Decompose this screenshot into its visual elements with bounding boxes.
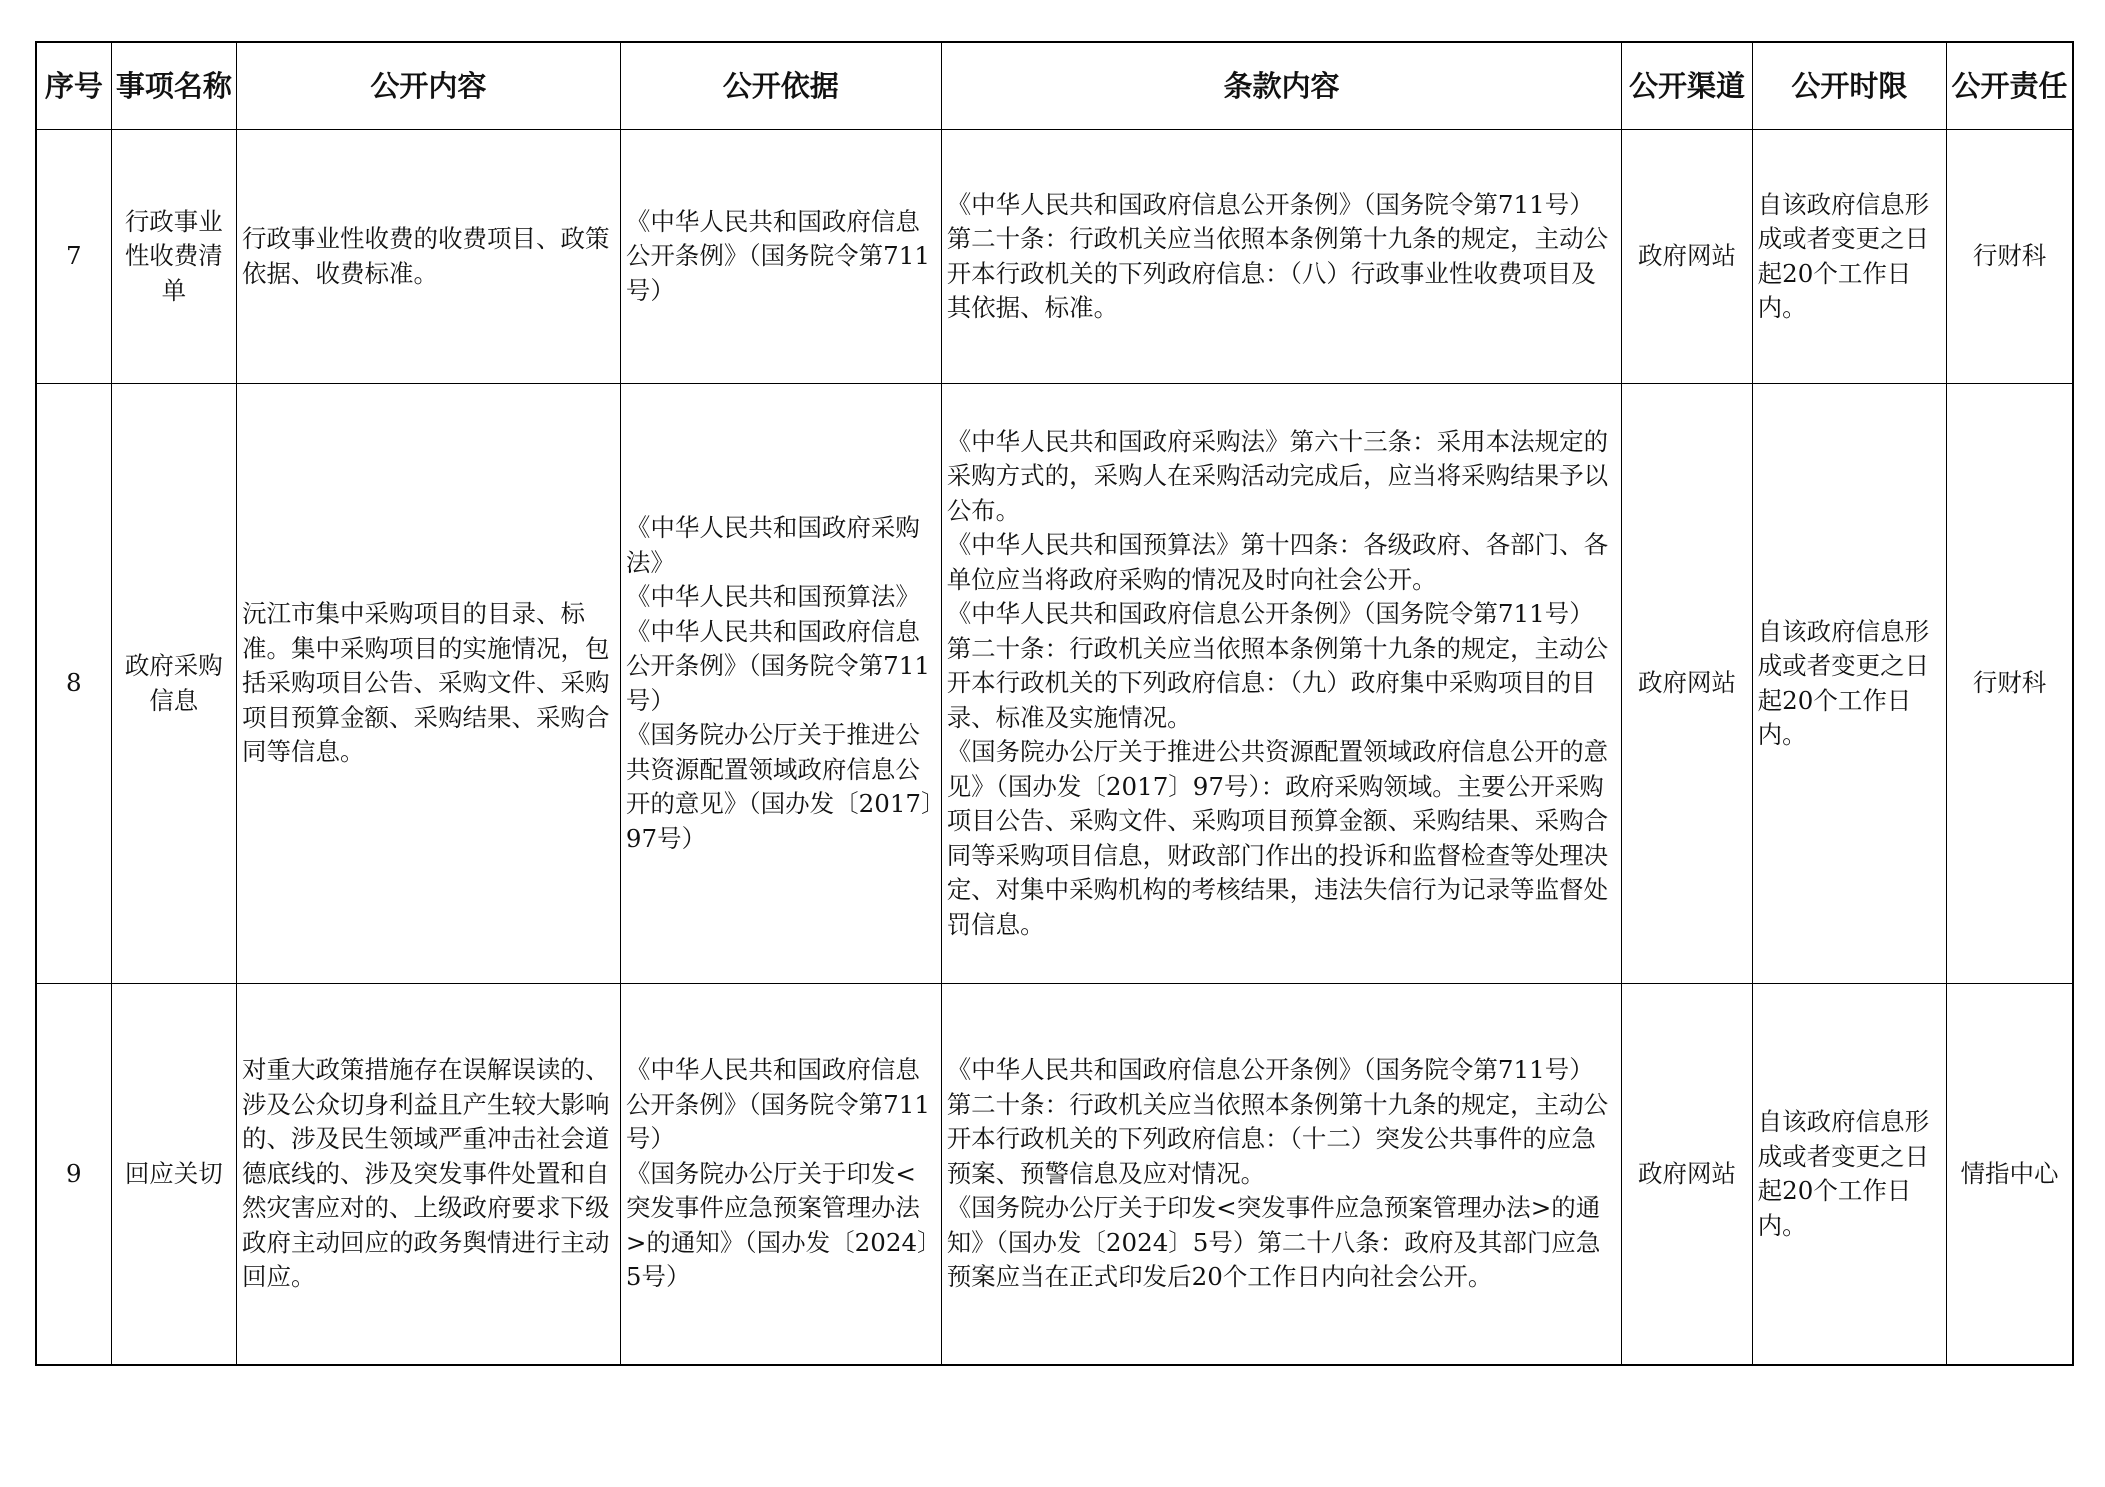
cell-clause: 《中华人民共和国政府信息公开条例》（国务院令第711号）第二十条：行政机关应当依照本条例第十九条的规定，主动公开本行政机关的下列政府信息：（八）行政事业性收费项目及其依据、标准。 — [941, 130, 1622, 384]
table-row — [36, 384, 2073, 984]
header-deadline: 公开时限 — [1752, 42, 1946, 130]
cell-item: 政府采购信息 — [111, 384, 236, 984]
cell-channel: 政府网站 — [1622, 130, 1752, 384]
cell-item: 回应关切 — [111, 984, 236, 1366]
cell-content: 对重大政策措施存在误解误读的、涉及公众切身利益且产生较大影响的、涉及民生领域严重冲击社会道德底线的、涉及突发事件处置和自然灾害应对的、上级政府要求下级政府主动回应的政务舆情进行主动回应。 — [236, 984, 620, 1366]
table-row — [36, 984, 2073, 1366]
cell-deadline: 自该政府信息形成或者变更之日起20个工作日内。 — [1752, 384, 1946, 984]
disclosure-table — [35, 41, 2074, 1366]
cell-seq: 8 — [36, 384, 111, 984]
cell-deadline: 自该政府信息形成或者变更之日起20个工作日内。 — [1752, 130, 1946, 384]
cell-channel: 政府网站 — [1622, 984, 1752, 1366]
table-row — [36, 130, 2073, 384]
header-row — [36, 42, 2073, 130]
header-responsible: 公开责任 — [1947, 42, 2073, 130]
header-channel: 公开渠道 — [1622, 42, 1752, 130]
header-item: 事项名称 — [111, 42, 236, 130]
cell-content: 行政事业性收费的收费项目、政策依据、收费标准。 — [236, 130, 620, 384]
cell-deadline: 自该政府信息形成或者变更之日起20个工作日内。 — [1752, 984, 1946, 1366]
header-seq: 序号 — [36, 42, 111, 130]
cell-clause: 《中华人民共和国政府信息公开条例》（国务院令第711号）第二十条：行政机关应当依照本条例第十九条的规定，主动公开本行政机关的下列政府信息：（十二）突发公共事件的应急预案、预警信息及应对情况。 《国务院办公厅关于印发<突发事件应急预案管理办法>的通知》（国办发〔2024〕5号）第二十八条：政府及其部门应急预案应当在正式印发后20个工作日内向社会公开。 — [941, 984, 1622, 1366]
cell-responsible: 情指中心 — [1947, 984, 2073, 1366]
cell-channel: 政府网站 — [1622, 384, 1752, 984]
cell-basis: 《中华人民共和国政府信息公开条例》（国务院令第711号） 《国务院办公厅关于印发<突发事件应急预案管理办法>的通知》（国办发〔2024〕5号） — [620, 984, 941, 1366]
cell-seq: 7 — [36, 130, 111, 384]
cell-content: 沅江市集中采购项目的目录、标准。集中采购项目的实施情况，包括采购项目公告、采购文件、采购项目预算金额、采购结果、采购合同等信息。 — [236, 384, 620, 984]
header-basis: 公开依据 — [620, 42, 941, 130]
cell-clause: 《中华人民共和国政府采购法》第六十三条：采用本法规定的采购方式的，采购人在采购活动完成后，应当将采购结果予以公布。 《中华人民共和国预算法》第十四条：各级政府、各部门、各单位应当将政府采购的情况及时向社会公开。 《中华人民共和国政府信息公开条例》（国务院令第711号）第二十条：行政机关应当依照本条例第十九条的规定，主动公开本行政机关的下列政府信息：（九）政府集中采购项目的目录、标准及实施情况。 《国务院办公厅关于推进公共资源配置领域政府信息公开的意见》（国办发〔2017〕97号）：政府采购领域。主要公开采购项目公告、采购文件、采购项目预算金额、采购结果、采购合同等采购项目信息，财政部门作出的投诉和监督检查等处理决定、对集中采购机构的考核结果，违法失信行为记录等监督处罚信息。 — [941, 384, 1622, 984]
cell-basis: 《中华人民共和国政府信息公开条例》（国务院令第711号） — [620, 130, 941, 384]
cell-responsible: 行财科 — [1947, 130, 2073, 384]
cell-seq: 9 — [36, 984, 111, 1366]
cell-responsible: 行财科 — [1947, 384, 2073, 984]
cell-item: 行政事业性收费清单 — [111, 130, 236, 384]
cell-basis: 《中华人民共和国政府采购法》 《中华人民共和国预算法》 《中华人民共和国政府信息公开条例》（国务院令第711号） 《国务院办公厅关于推进公共资源配置领域政府信息公开的意见》（国办发〔2017〕97号） — [620, 384, 941, 984]
header-content: 公开内容 — [236, 42, 620, 130]
header-clause: 条款内容 — [941, 42, 1622, 130]
